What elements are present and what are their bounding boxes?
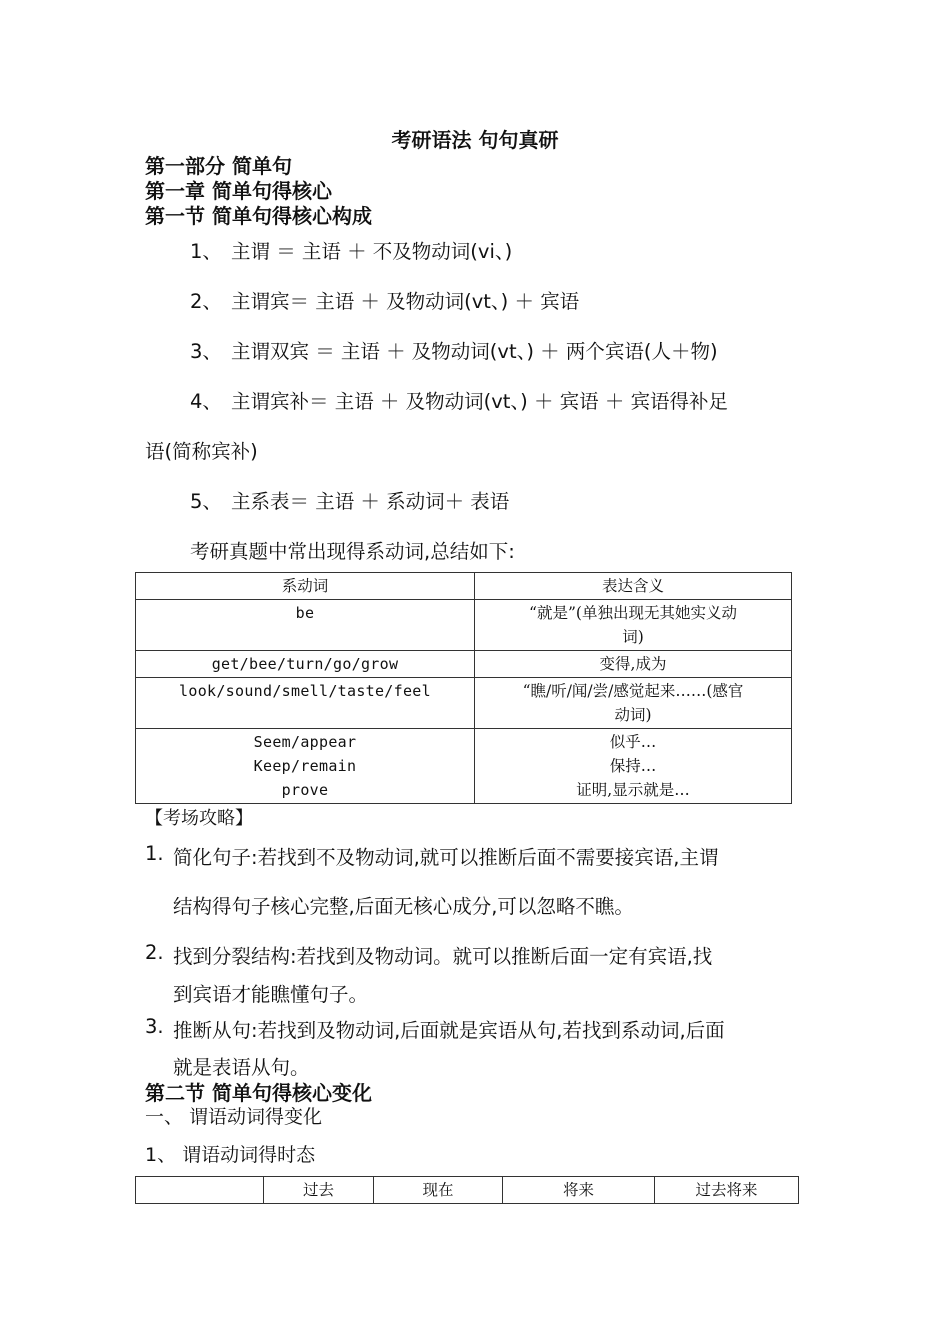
strategy-line: 找到分裂结构:若找到及物动词。就可以推断后面一定有宾语,找 bbox=[173, 945, 713, 968]
header-cell: 现在 bbox=[374, 1177, 503, 1204]
verb-cell: be bbox=[136, 600, 475, 651]
document-title: 考研语法 句句真研 bbox=[391, 128, 559, 152]
table-row bbox=[136, 729, 792, 804]
meaning-cell: 变得,成为 bbox=[475, 651, 792, 678]
strategy-line: 就是表语从句。 bbox=[173, 1056, 310, 1079]
linking-verb-table bbox=[135, 572, 792, 804]
verb-cell: look/sound/smell/taste/feel bbox=[136, 678, 475, 729]
header-cell: 将来 bbox=[503, 1177, 655, 1204]
strategy-number: 1. bbox=[145, 842, 164, 865]
header-cell: 过去 bbox=[264, 1177, 374, 1204]
pattern-number: 1、 bbox=[190, 240, 222, 263]
header-cell: 表达含义 bbox=[475, 573, 792, 600]
section-heading: 第一节 简单句得核心构成 bbox=[145, 204, 372, 228]
part-heading: 第一部分 简单句 bbox=[145, 154, 292, 178]
verb-cell: get/bee/turn/go/grow bbox=[136, 651, 475, 678]
strategy-number: 2. bbox=[145, 941, 164, 964]
meaning-cell: “瞧/听/闻/尝/感觉起来……(感官 动词) bbox=[475, 678, 792, 729]
pattern-text: 主谓双宾 ＝ 主语 ＋ 及物动词(vt、) ＋ 两个宾语(人＋物) bbox=[231, 340, 718, 363]
chapter-heading: 第一章 简单句得核心 bbox=[145, 179, 332, 203]
pattern-text: 主谓宾＝ 主语 ＋ 及物动词(vt、) ＋ 宾语 bbox=[231, 290, 580, 313]
header-cell bbox=[136, 1177, 264, 1204]
table-row bbox=[136, 651, 792, 678]
pattern-text: 主谓宾补＝ 主语 ＋ 及物动词(vt、) ＋ 宾语 ＋ 宾语得补足 bbox=[231, 390, 729, 413]
subsection-heading: 一、 谓语动词得变化 bbox=[145, 1106, 323, 1128]
header-cell: 过去将来 bbox=[655, 1177, 799, 1204]
meaning-cell: 似乎… 保持… 证明,显示就是… bbox=[475, 729, 792, 804]
pattern-number: 4、 bbox=[190, 390, 222, 413]
table-header-row bbox=[136, 1177, 799, 1204]
meaning-cell: “就是”(单独出现无其她实义动 词) bbox=[475, 600, 792, 651]
table-row bbox=[136, 600, 792, 651]
header-cell: 系动词 bbox=[136, 573, 475, 600]
strategy-line: 到宾语才能瞧懂句子。 bbox=[173, 983, 369, 1006]
strategy-line: 推断从句:若找到及物动词,后面就是宾语从句,若找到系动词,后面 bbox=[173, 1019, 725, 1042]
table-intro: 考研真题中常出现得系动词,总结如下: bbox=[190, 540, 515, 563]
tense-table bbox=[135, 1176, 799, 1204]
pattern-text: 主谓 ＝ 主语 ＋ 不及物动词(vi、) bbox=[231, 240, 513, 263]
section-heading: 第二节 简单句得核心变化 bbox=[145, 1081, 372, 1105]
pattern-text: 主系表＝ 主语 ＋ 系动词＋ 表语 bbox=[231, 490, 510, 513]
verb-cell: Seem/appear Keep/remain prove bbox=[136, 729, 475, 804]
pattern-number: 2、 bbox=[190, 290, 222, 313]
table-row bbox=[136, 678, 792, 729]
pattern-text-continuation: 语(简称宾补) bbox=[145, 440, 258, 463]
pattern-number: 5、 bbox=[190, 490, 222, 513]
table-header-row bbox=[136, 573, 792, 600]
strategy-line: 简化句子:若找到不及物动词,就可以推断后面不需要接宾语,主谓 bbox=[173, 846, 719, 869]
strategy-number: 3. bbox=[145, 1015, 164, 1038]
strategy-title: 【考场攻略】 bbox=[145, 808, 253, 829]
strategy-line: 结构得句子核心完整,后面无核心成分,可以忽略不瞧。 bbox=[173, 895, 634, 918]
pattern-number: 3、 bbox=[190, 340, 222, 363]
item-heading: 1、 谓语动词得时态 bbox=[145, 1144, 316, 1166]
